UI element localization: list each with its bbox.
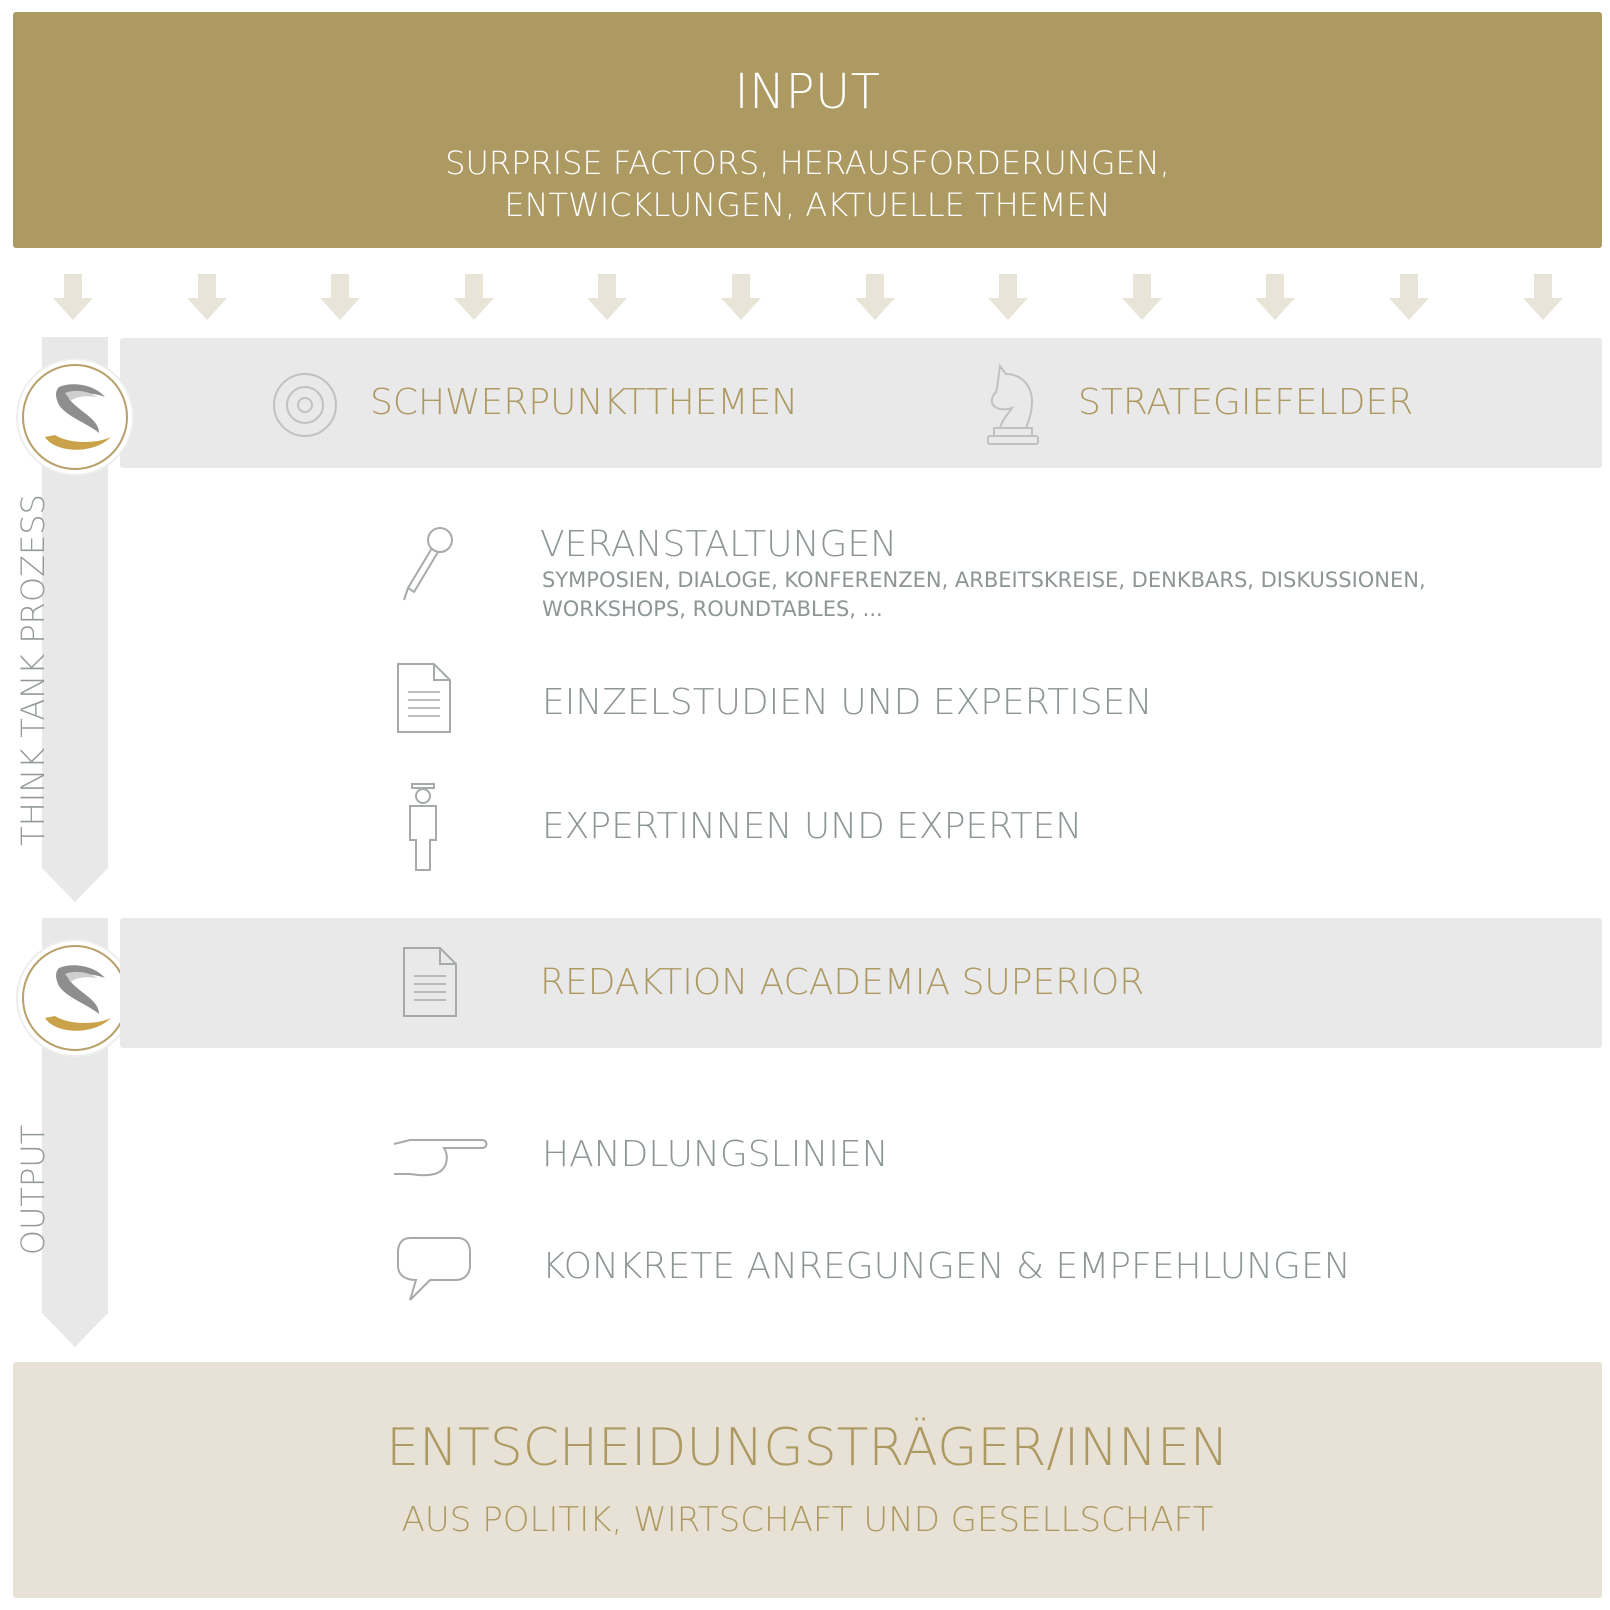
person-icon <box>406 782 440 872</box>
input-subtitle-line1: SURPRISE FACTORS, HERAUSFORDERUNGEN, <box>445 144 1170 182</box>
pointing-hand-icon <box>392 1130 492 1180</box>
input-subtitle-line2: ENTWICKLUNGEN, AKTUELLE THEMEN <box>504 186 1111 224</box>
down-arrow-icon <box>988 274 1028 320</box>
down-arrow-icon <box>187 274 227 320</box>
document-icon <box>396 662 452 734</box>
down-arrow-icon <box>53 274 93 320</box>
experten-label: EXPERTINNEN UND EXPERTEN <box>542 806 1083 847</box>
down-arrow-icon <box>1389 274 1429 320</box>
process-side-label: THINK TANK PROZESS <box>14 494 53 846</box>
input-subtitle <box>13 142 1602 226</box>
down-arrow-icon <box>1523 274 1563 320</box>
down-arrow-icon <box>721 274 761 320</box>
down-arrow-icon <box>855 274 895 320</box>
down-arrow-icon <box>1255 274 1295 320</box>
output-side-label: OUTPUT <box>14 1124 53 1256</box>
down-arrow-icon <box>587 274 627 320</box>
schwerpunktthemen-label: SCHWERPUNKTTHEMEN <box>370 382 799 423</box>
input-banner <box>13 12 1602 248</box>
document-icon <box>402 946 458 1018</box>
redaktion-label: REDAKTION ACADEMIA SUPERIOR <box>540 962 1145 1003</box>
strategiefelder-label: STRATEGIEFELDER <box>1078 382 1414 423</box>
down-arrow-icon <box>1122 274 1162 320</box>
output-side-arrow-tip <box>42 1313 108 1347</box>
input-title: INPUT <box>734 64 881 120</box>
veranstaltungen-detail-2: WORKSHOPS, ROUNDTABLES, ... <box>542 597 883 621</box>
academia-superior-logo <box>15 357 135 477</box>
decision-makers-subtitle: AUS POLITIK, WIRTSCHAFT UND GESELLSCHAFT <box>401 1500 1214 1540</box>
speech-bubble-icon <box>396 1236 472 1302</box>
chess-knight-icon <box>984 360 1042 446</box>
microphone-icon <box>400 526 456 602</box>
einzelstudien-label: EINZELSTUDIEN UND EXPERTISEN <box>542 682 1153 723</box>
academia-superior-logo-2 <box>15 938 135 1058</box>
down-arrow-icon <box>320 274 360 320</box>
anregungen-label: KONKRETE ANREGUNGEN & EMPFEHLUNGEN <box>542 1246 1351 1287</box>
veranstaltungen-label: VERANSTALTUNGEN <box>540 524 898 565</box>
decision-makers-banner <box>13 1362 1602 1598</box>
target-icon <box>272 372 338 438</box>
handlungslinien-label: HANDLUNGSLINIEN <box>542 1134 889 1175</box>
down-arrow-icon <box>454 274 494 320</box>
veranstaltungen-detail-1: SYMPOSIEN, DIALOGE, KONFERENZEN, ARBEITSKREISE, DENKBARS, DISKUSSIONEN, <box>542 568 1426 592</box>
decision-makers-title: ENTSCHEIDUNGSTRÄGER/INNEN <box>386 1418 1229 1478</box>
